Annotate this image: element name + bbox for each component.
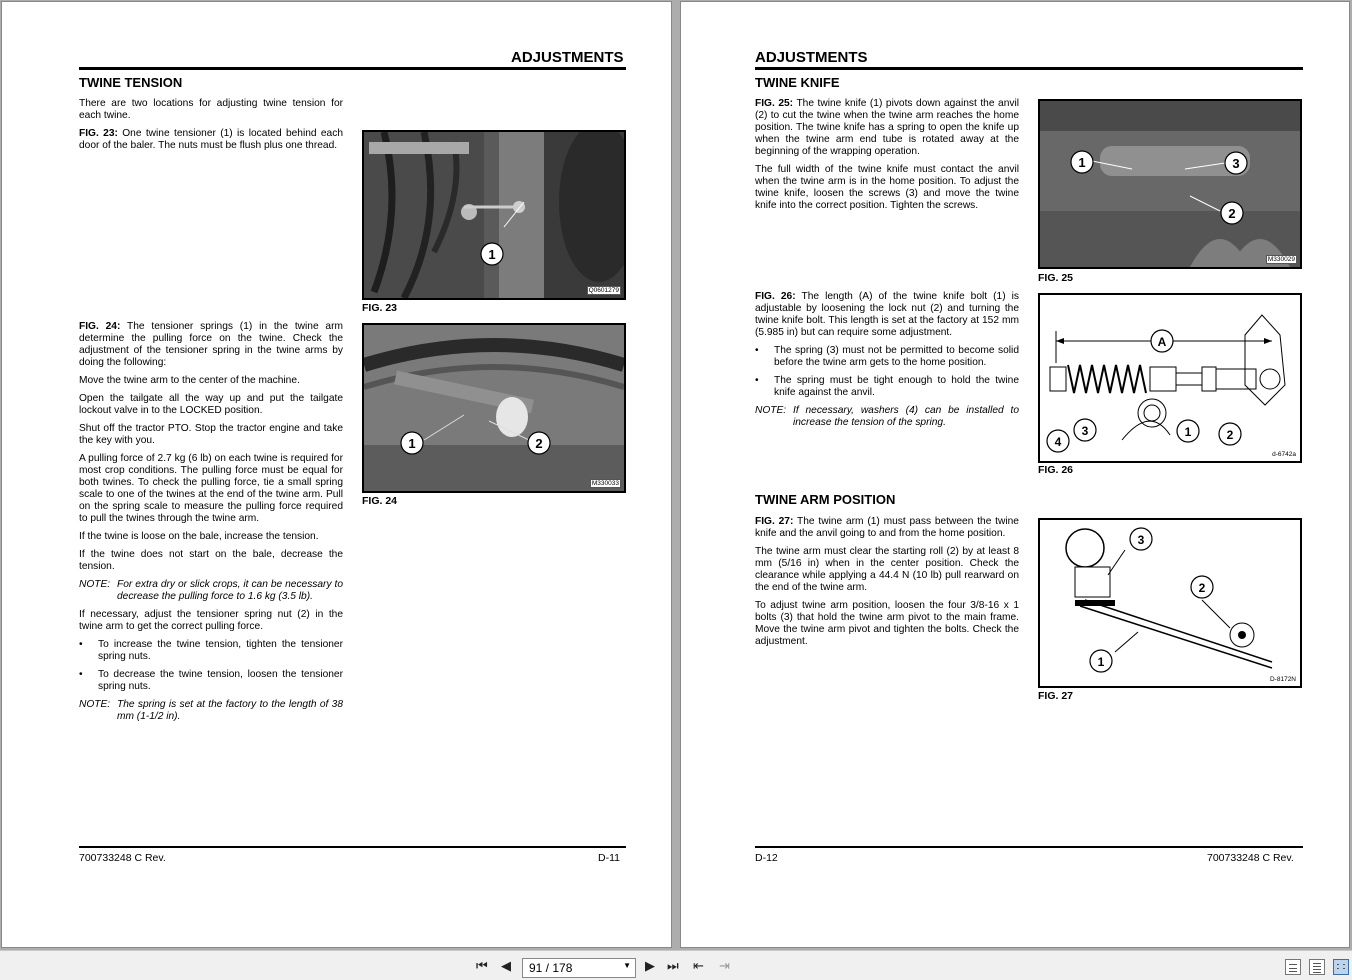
footer-page-number: D-11: [598, 852, 620, 864]
footer-page-number: D-12: [755, 852, 778, 864]
bullet-item: [755, 375, 1019, 399]
forward-view-icon[interactable]: ⇥: [719, 958, 730, 973]
note-label: NOTE:: [79, 699, 111, 710]
note-label: NOTE:: [79, 579, 111, 590]
fig27-illustration: [1040, 520, 1300, 686]
text-column-arm: [755, 516, 1019, 654]
step-paragraph: If necessary, adjust the tensioner spring nut (2) in the twine arm to get the correct pulling force.: [79, 609, 343, 632]
fig25-ref: FIG. 25:: [755, 98, 794, 109]
continuous-view-icon[interactable]: [1309, 959, 1325, 975]
page-header: ADJUSTMENTS: [755, 49, 868, 66]
fig24-text: The tensioner springs (1) in the twine arm determine the pulling force on the twine. Check the adjustment of the tensioner spring in the twine arms by doing the following:: [79, 321, 343, 368]
note-text: The spring is set at the factory to the length of 38 mm (1-1/2 in).: [117, 699, 343, 722]
footer-doc-number: 700733248 C Rev.: [79, 852, 166, 864]
step-paragraph: If the twine is loose on the bale, increase the tension.: [79, 531, 319, 542]
text-column-bottom: [79, 321, 343, 729]
fig27-text: The twine arm (1) must pass between the twine knife and the anvil going to and from the home position.: [755, 516, 1019, 539]
figure-code: d-6742a: [1272, 451, 1296, 458]
figure-24-photo: [362, 323, 626, 493]
callout-3: 3: [1081, 424, 1089, 438]
page-header: ADJUSTMENTS: [511, 49, 624, 66]
first-page-icon[interactable]: ⏮: [476, 958, 488, 973]
fig27-paragraph: [755, 516, 1019, 540]
figure-code: Q0601279: [588, 287, 619, 294]
figure-caption: FIG. 25: [1038, 272, 1074, 284]
footer-rule: [79, 846, 626, 848]
callout-3: 3: [1232, 156, 1240, 171]
next-page-icon[interactable]: ▶: [645, 958, 655, 973]
fig23-text: One twine tensioner (1) is located behind each door of the baler. The nuts must be flush plus one thread.: [79, 128, 343, 151]
callout-2: 2: [1226, 428, 1234, 442]
knife-paragraph: The full width of the twine knife must contact the anvil when the twine arm is in the home position. To adjust the twine knife, loosen the screws (3) and move the twine knife into the correct position. Tighten the screws.: [755, 164, 1019, 211]
section-title: TWINE TENSION: [79, 75, 183, 90]
page-d-11: [1, 1, 672, 948]
fig26-paragraph: [755, 291, 1019, 339]
figure-caption: FIG. 27: [1038, 690, 1074, 702]
footer-rule: [755, 846, 1303, 848]
fig25-illustration: [1040, 101, 1300, 267]
step-paragraph: If the twine does not start on the bale, decrease the tension.: [79, 549, 343, 572]
callout-1: 1: [1078, 155, 1086, 170]
note-text: For extra dry or slick crops, it can be necessary to decrease the pulling force to 1.6 kg (3.5 lb).: [117, 579, 343, 602]
figure-23-photo: [362, 130, 626, 300]
note: [755, 405, 1019, 429]
callout-4: 4: [1054, 435, 1062, 449]
bullet-icon: •: [79, 669, 83, 680]
bullet-text: The spring must be tight enough to hold the twine knife against the anvil.: [774, 375, 1019, 398]
figure-27-diagram: [1038, 518, 1302, 688]
bullet-text: To decrease the twine tension, loosen the tensioner spring nuts.: [98, 669, 343, 692]
back-view-icon[interactable]: ⇤: [693, 958, 704, 973]
figure-25-photo: [1038, 99, 1302, 269]
fig25-text: The twine knife (1) pivots down against the anvil (2) to cut the twine when the twine arm reaches the home position. The twine knife has a spring to open the knife up when the twine arm end tube is rotated away at the beginning of the wrapping operation.: [755, 98, 1019, 157]
callout-2: 2: [1198, 581, 1206, 595]
note-label: NOTE:: [755, 405, 787, 416]
note-text: If necessary, washers (4) can be installed to increase the tension of the spring.: [793, 405, 1019, 428]
callout-2: 2: [535, 436, 543, 451]
chevron-down-icon: ▼: [623, 961, 631, 970]
callout-1: 1: [408, 436, 416, 451]
step-paragraph: A pulling force of 2.7 kg (6 lb) on each twine is required for most crop conditions. The pulling force must be equal for both twines. To check the pulling force, tie a small spring scale to one of the twines at the end of the twine arm. Pull on the spring scale to measure the pulling force required to pull the twines through the twine arm.: [79, 453, 343, 524]
bullet-item: [79, 669, 343, 693]
bullet-icon: •: [755, 345, 759, 356]
note: [79, 699, 343, 723]
previous-page-icon[interactable]: ◀: [501, 958, 511, 973]
fig26-illustration: [1040, 295, 1300, 461]
figure-code: D-8172N: [1269, 676, 1296, 683]
fig26-text: The length (A) of the twine knife bolt (1) is adjustable by loosening the lock nut (2) and turning the twine knife bolt. This length is set at the factory at 152 mm (5.985 in) but can require some adjustment.: [755, 291, 1019, 338]
figure-caption: FIG. 24: [362, 495, 398, 507]
bullet-item: [79, 639, 343, 663]
page-number-select[interactable]: [522, 958, 636, 978]
bullet-icon: •: [79, 639, 83, 650]
fig24-ref: FIG. 24:: [79, 321, 121, 332]
figure-26-diagram: [1038, 293, 1302, 463]
text-column-knife: [755, 98, 1019, 218]
step-paragraph: Move the twine arm to the center of the machine.: [79, 375, 300, 386]
callout-2: 2: [1228, 206, 1236, 221]
callout-3: 3: [1137, 533, 1145, 547]
step-paragraph: Open the tailgate all the way up and put the tailgate lockout valve in to the LOCKED position.: [79, 393, 343, 416]
bullet-item: [755, 345, 1019, 369]
step-paragraph: Shut off the tractor PTO. Stop the tractor engine and take the key with you.: [79, 423, 343, 446]
footer-doc-number: 700733248 C Rev.: [1207, 852, 1294, 864]
bullet-text: The spring (3) must not be permitted to become solid before the twine arm gets to the home position.: [774, 345, 1019, 368]
viewer-toolbar: [0, 950, 1352, 980]
last-page-icon[interactable]: ⏭: [667, 958, 679, 973]
callout-1: 1: [488, 247, 496, 262]
figure-code: M330029: [1267, 256, 1295, 263]
callout-A: A: [1157, 335, 1167, 349]
figure-caption: FIG. 23: [362, 302, 398, 314]
fig23-illustration: [364, 132, 624, 298]
header-rule: [79, 67, 626, 70]
fig24-paragraph: [79, 321, 343, 369]
note: [79, 579, 343, 603]
arm-paragraph: The twine arm must clear the starting roll (2) by at least 8 mm (5/16 in) when in the center position. Check the clearance while applying a 44.4 N (10 lb) pull rearward on the end of the twine arm.: [755, 546, 1019, 593]
two-page-view-icon[interactable]: [1333, 959, 1349, 975]
fig24-illustration: [364, 325, 624, 491]
fig23-ref: FIG. 23:: [79, 128, 118, 139]
text-column-bolt: [755, 291, 1019, 435]
text-column-top: [79, 98, 343, 158]
fig23-paragraph: [79, 128, 343, 152]
bullet-icon: •: [755, 375, 759, 386]
section-title: TWINE KNIFE: [755, 75, 840, 90]
header-rule: [755, 67, 1303, 70]
bullet-text: To increase the twine tension, tighten the tensioner spring nuts.: [98, 639, 343, 662]
page-d-12: [680, 1, 1350, 948]
single-page-view-icon[interactable]: [1285, 959, 1301, 975]
intro-paragraph: There are two locations for adjusting twine tension for each twine.: [79, 98, 343, 121]
fig25-paragraph: [755, 98, 1019, 158]
figure-caption: FIG. 26: [1038, 464, 1074, 476]
fig27-ref: FIG. 27:: [755, 516, 794, 527]
arm-paragraph: To adjust twine arm position, loosen the four 3/8-16 x 1 bolts (3) that hold the twine arm pivot to the main frame. Move the twine arm pivot and tighten the bolts. Check the adjustment.: [755, 600, 1019, 647]
callout-1: 1: [1184, 425, 1192, 439]
section-title: TWINE ARM POSITION: [755, 492, 896, 507]
page-indicator: 91 / 178: [529, 961, 573, 975]
fig26-ref: FIG. 26:: [755, 291, 796, 302]
callout-1: 1: [1097, 655, 1105, 669]
figure-code: M330033: [591, 480, 619, 487]
